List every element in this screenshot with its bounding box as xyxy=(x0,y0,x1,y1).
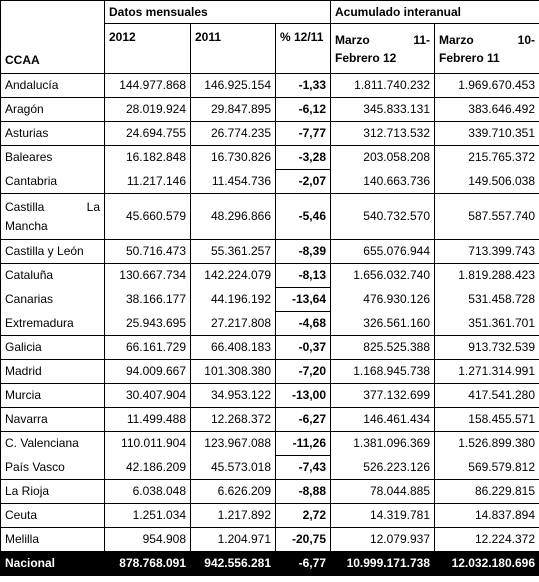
region-cell xyxy=(1,194,105,240)
cumulative-2011-cell: 417.541.280 xyxy=(435,384,539,408)
total-cumulative-2011-cell: 12.032.180.696 xyxy=(435,552,539,576)
value-2011-cell: 26.774.235 xyxy=(191,122,276,146)
header-cum1-line2: Febrero 12 xyxy=(335,50,397,65)
region-cell: Castilla y León xyxy=(1,240,105,264)
total-pct-cell: -6,77 xyxy=(276,552,331,576)
value-2012-cell: 144.977.868 xyxy=(105,74,191,98)
value-2011-cell: 27.217.808 xyxy=(191,312,276,336)
cumulative-2012-cell: 825.525.388 xyxy=(331,336,435,360)
pct-change-cell: -4,68 xyxy=(276,312,331,336)
cumulative-2012-cell: 345.833.131 xyxy=(331,98,435,122)
cumulative-2011-cell: 14.837.894 xyxy=(435,504,539,528)
value-2012-cell: 954.908 xyxy=(105,528,191,552)
region-cell: Aragón xyxy=(1,98,105,122)
value-2011-cell: 44.196.192 xyxy=(191,288,276,312)
table-row xyxy=(1,122,539,146)
table-row xyxy=(1,408,539,432)
table-row xyxy=(1,74,539,98)
cumulative-2011-cell: 149.506.038 xyxy=(435,170,539,194)
cumulative-2012-cell: 203.058.208 xyxy=(331,146,435,170)
value-2011-cell: 146.925.154 xyxy=(191,74,276,98)
cumulative-2012-cell: 476.930.126 xyxy=(331,288,435,312)
table-row xyxy=(1,360,539,384)
cumulative-2011-cell: 1.969.670.453 xyxy=(435,74,539,98)
value-2012-cell: 50.716.473 xyxy=(105,240,191,264)
cumulative-2011-cell: 1.526.899.380 xyxy=(435,432,539,456)
cumulative-2012-cell: 146.461.434 xyxy=(331,408,435,432)
value-2012-cell: 6.038.048 xyxy=(105,480,191,504)
region-cell: Madrid xyxy=(1,360,105,384)
pct-change-cell: -7,43 xyxy=(276,456,331,480)
cumulative-2011-cell: 215.765.372 xyxy=(435,146,539,170)
value-2012-cell: 130.667.734 xyxy=(105,264,191,288)
value-2011-cell: 29.847.895 xyxy=(191,98,276,122)
table-row xyxy=(1,240,539,264)
table-row xyxy=(1,194,539,240)
cumulative-2011-cell: 587.557.740 xyxy=(435,194,539,240)
table-row xyxy=(1,146,539,170)
header-ccaa: CCAA xyxy=(1,24,105,74)
cumulative-2011-cell: 569.579.812 xyxy=(435,456,539,480)
cumulative-2011-cell: 339.710.351 xyxy=(435,122,539,146)
header-group-row xyxy=(1,1,539,24)
value-2012-cell: 42.186.209 xyxy=(105,456,191,480)
table-row xyxy=(1,312,539,336)
table-row xyxy=(1,170,539,194)
region-cell: Cataluña xyxy=(1,264,105,288)
cumulative-2011-cell: 713.399.743 xyxy=(435,240,539,264)
cumulative-2012-cell: 12.079.937 xyxy=(331,528,435,552)
region-cell: Galicia xyxy=(1,336,105,360)
header-cum1-line1-left: Marzo xyxy=(335,32,370,47)
pct-change-cell: -0,37 xyxy=(276,336,331,360)
region-line2: Mancha xyxy=(5,218,48,233)
cumulative-2012-cell: 14.319.781 xyxy=(331,504,435,528)
header-monthly-group: Datos mensuales xyxy=(105,1,331,24)
region-cell: La Rioja xyxy=(1,480,105,504)
cumulative-2012-cell: 312.713.532 xyxy=(331,122,435,146)
value-2011-cell: 45.573.018 xyxy=(191,456,276,480)
value-2011-cell: 11.454.736 xyxy=(191,170,276,194)
value-2011-cell: 16.730.826 xyxy=(191,146,276,170)
region-cell: País Vasco xyxy=(1,456,105,480)
value-2011-cell: 6.626.209 xyxy=(191,480,276,504)
value-2012-cell: 66.161.729 xyxy=(105,336,191,360)
cumulative-2011-cell: 12.224.372 xyxy=(435,528,539,552)
cumulative-2012-cell: 377.132.699 xyxy=(331,384,435,408)
total-cumulative-2012-cell: 10.999.171.738 xyxy=(331,552,435,576)
pct-change-cell: -1,33 xyxy=(276,74,331,98)
table-row xyxy=(1,288,539,312)
header-cum2-line1-right: 10- xyxy=(517,32,535,47)
region-line1-left: Castilla xyxy=(5,199,45,214)
region-cell: Melilla xyxy=(1,528,105,552)
pct-change-cell: -5,46 xyxy=(276,194,331,240)
header-cum2-line2: Febrero 11 xyxy=(439,50,500,65)
region-cell: Ceuta xyxy=(1,504,105,528)
cumulative-2011-cell: 913.732.539 xyxy=(435,336,539,360)
total-2011-cell: 942.556.281 xyxy=(191,552,276,576)
cumulative-2012-cell: 1.168.945.738 xyxy=(331,360,435,384)
pct-change-cell: -13,00 xyxy=(276,384,331,408)
value-2012-cell: 94.009.667 xyxy=(105,360,191,384)
pct-change-cell: -8,88 xyxy=(276,480,331,504)
value-2011-cell: 101.308.380 xyxy=(191,360,276,384)
region-cell: Canarias xyxy=(1,288,105,312)
header-cumulative-2012 xyxy=(331,24,435,74)
region-cell: Asturias xyxy=(1,122,105,146)
cumulative-2011-cell: 351.361.701 xyxy=(435,312,539,336)
pct-change-cell: -8,39 xyxy=(276,240,331,264)
cumulative-2012-cell: 1.656.032.740 xyxy=(331,264,435,288)
cumulative-2011-cell: 531.458.728 xyxy=(435,288,539,312)
value-2011-cell: 1.204.971 xyxy=(191,528,276,552)
value-2011-cell: 123.967.088 xyxy=(191,432,276,456)
pct-change-cell: -13,64 xyxy=(276,288,331,312)
table-row xyxy=(1,456,539,480)
pct-change-cell: -7,77 xyxy=(276,122,331,146)
pct-change-cell: -11,26 xyxy=(276,432,331,456)
region-cell: Cantabria xyxy=(1,170,105,194)
region-cell: Navarra xyxy=(1,408,105,432)
value-2012-cell: 28.019.924 xyxy=(105,98,191,122)
header-cumulative-group: Acumulado interanual xyxy=(331,1,539,24)
value-2012-cell: 24.694.755 xyxy=(105,122,191,146)
pct-change-cell: -6,12 xyxy=(276,98,331,122)
cumulative-2012-cell: 140.663.736 xyxy=(331,170,435,194)
cumulative-2011-cell: 86.229.815 xyxy=(435,480,539,504)
region-cell: Baleares xyxy=(1,146,105,170)
value-2012-cell: 45.660.579 xyxy=(105,194,191,240)
value-2012-cell: 11.217.146 xyxy=(105,170,191,194)
value-2012-cell: 25.943.695 xyxy=(105,312,191,336)
table-row xyxy=(1,98,539,122)
cumulative-2011-cell: 1.819.288.423 xyxy=(435,264,539,288)
region-cell: Andalucía xyxy=(1,74,105,98)
value-2011-cell: 48.296.866 xyxy=(191,194,276,240)
cumulative-2012-cell: 655.076.944 xyxy=(331,240,435,264)
value-2011-cell: 66.408.183 xyxy=(191,336,276,360)
total-2012-cell: 878.768.091 xyxy=(105,552,191,576)
header-cum2-line1-left: Marzo xyxy=(439,32,474,47)
value-2012-cell: 16.182.848 xyxy=(105,146,191,170)
header-column-row xyxy=(1,24,539,74)
cumulative-2012-cell: 1.811.740.232 xyxy=(331,74,435,98)
cumulative-2011-cell: 1.271.314.991 xyxy=(435,360,539,384)
total-region-cell: Nacional xyxy=(1,552,105,576)
header-pct: % 12/11 xyxy=(276,24,331,74)
cumulative-2012-cell: 540.732.570 xyxy=(331,194,435,240)
header-cum1-line1-right: 11- xyxy=(413,32,430,47)
pct-change-cell: 2,72 xyxy=(276,504,331,528)
value-2011-cell: 55.361.257 xyxy=(191,240,276,264)
table-row xyxy=(1,480,539,504)
header-cumulative-2011 xyxy=(435,24,539,74)
cumulative-2012-cell: 1.381.096.369 xyxy=(331,432,435,456)
table-row xyxy=(1,528,539,552)
value-2012-cell: 110.011.904 xyxy=(105,432,191,456)
pct-change-cell: -7,20 xyxy=(276,360,331,384)
table-row xyxy=(1,432,539,456)
total-row xyxy=(1,552,539,576)
header-2012: 2012 xyxy=(105,24,191,74)
value-2011-cell: 12.268.372 xyxy=(191,408,276,432)
value-2012-cell: 30.407.904 xyxy=(105,384,191,408)
pct-change-cell: -3,28 xyxy=(276,146,331,170)
value-2011-cell: 34.953.122 xyxy=(191,384,276,408)
table-row xyxy=(1,264,539,288)
region-cell: Extremadura xyxy=(1,312,105,336)
region-cell: C. Valenciana xyxy=(1,432,105,456)
value-2012-cell: 1.251.034 xyxy=(105,504,191,528)
table-row xyxy=(1,384,539,408)
value-2012-cell: 11.499.488 xyxy=(105,408,191,432)
pct-change-cell: -8,13 xyxy=(276,264,331,288)
header-2011: 2011 xyxy=(191,24,276,74)
region-cell: Murcia xyxy=(1,384,105,408)
cumulative-2012-cell: 526.223.126 xyxy=(331,456,435,480)
pct-change-cell: -20,75 xyxy=(276,528,331,552)
cumulative-2012-cell: 78.044.885 xyxy=(331,480,435,504)
value-2012-cell: 38.166.177 xyxy=(105,288,191,312)
cumulative-2011-cell: 383.646.492 xyxy=(435,98,539,122)
region-line1-right: La xyxy=(86,199,100,214)
table-row xyxy=(1,336,539,360)
value-2011-cell: 142.224.079 xyxy=(191,264,276,288)
pct-change-cell: -6,27 xyxy=(276,408,331,432)
table-row xyxy=(1,504,539,528)
value-2011-cell: 1.217.892 xyxy=(191,504,276,528)
cumulative-2012-cell: 326.561.160 xyxy=(331,312,435,336)
cumulative-2011-cell: 158.455.571 xyxy=(435,408,539,432)
pct-change-cell: -2,07 xyxy=(276,170,331,194)
header-blank-cell xyxy=(1,1,105,24)
